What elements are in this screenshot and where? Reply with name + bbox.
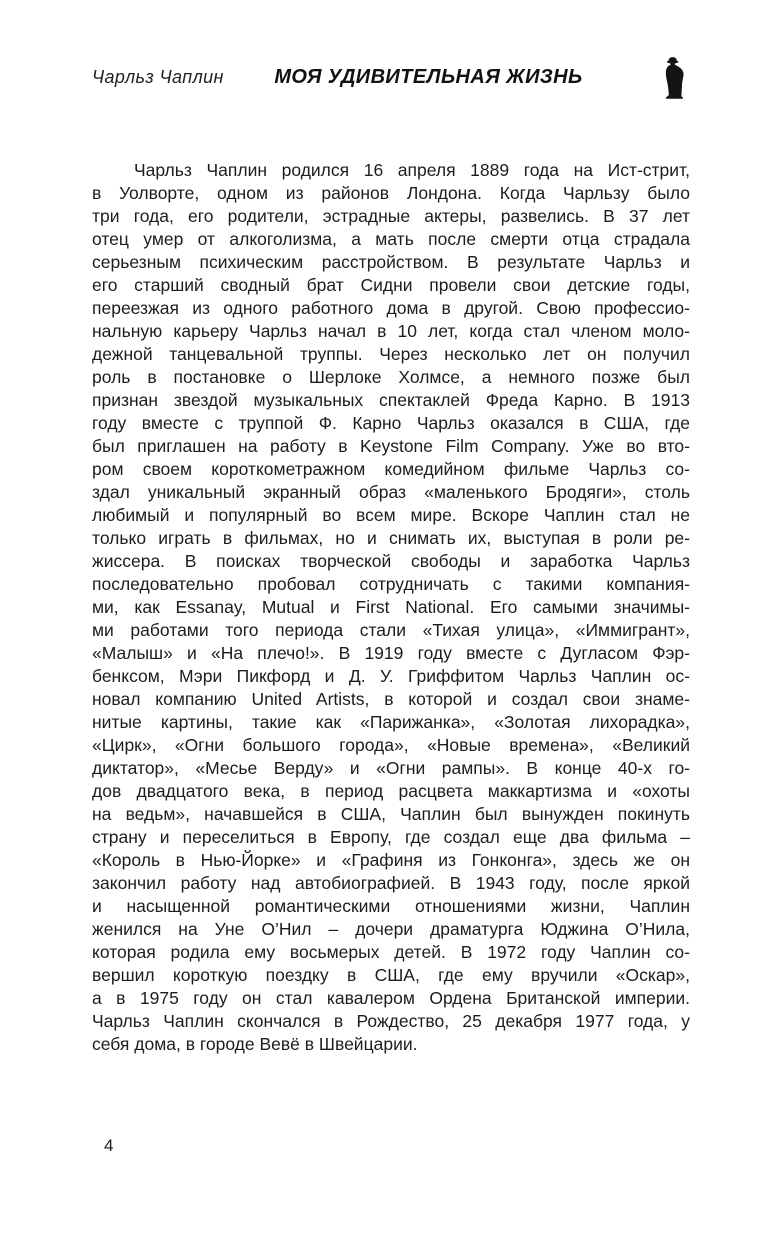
text-line: его старший сводный брат Сидни провели свои детские годы,: [92, 275, 690, 295]
text-line: дежной танцевальной труппы. Через несколько лет он получил: [92, 344, 690, 364]
text-line: три года, его родители, эстрадные актеры, развелись. В 37 лет: [92, 206, 690, 226]
text-line: только играть в фильмах, но и снимать их, выступая в роли ре-: [92, 528, 690, 548]
text-line: «Король в Нью-Йорке» и «Графиня из Гонконга», здесь же он: [92, 850, 690, 870]
text-line: а в 1975 году он стал кавалером Ордена Британской империи.: [92, 988, 690, 1008]
text-line: женился на Уне О’Нил – дочери драматурга Юджина О’Нила,: [92, 919, 690, 939]
text-line: новал компанию United Artists, в которой и создал свои знаме-: [92, 689, 690, 709]
book-title: МОЯ УДИВИТЕЛЬНАЯ ЖИЗНЬ: [274, 65, 583, 88]
text-line: признан звездой музыкальных спектаклей Фреда Карно. В 1913: [92, 390, 690, 410]
text-line: закончил работу над автобиографией. В 1943 году, после яркой: [92, 873, 690, 893]
text-line: страну и переселиться в Европу, где создал еще два фильма –: [92, 827, 690, 847]
text-line: ми, как Essanay, Mutual и First National. Его самыми значимы-: [92, 597, 690, 617]
text-line: «Малыш» и «На плечо!». В 1919 году вместе с Дугласом Фэр-: [92, 643, 690, 663]
text-line: году вместе с труппой Ф. Карно Чарльз оказался в США, где: [92, 413, 690, 433]
text-line: дов двадцатого века, в период расцвета маккартизма и «охоты: [92, 781, 690, 801]
text-line: роль в постановке о Шерлоке Холмсе, а немного позже был: [92, 367, 690, 387]
text-line: на ведьм», начавшейся в США, Чаплин был вынужден покинуть: [92, 804, 690, 824]
text-line: последовательно пробовал сотрудничать с такими компания-: [92, 574, 690, 594]
text-line: нитые картины, такие как «Парижанка», «Золотая лихорадка»,: [92, 712, 690, 732]
text-line: диктатор», «Месье Верду» и «Огни рампы». В конце 40-х го-: [92, 758, 690, 778]
text-line: «Цирк», «Огни большого города», «Новые времена», «Великий: [92, 735, 690, 755]
running-header: [92, 52, 690, 102]
text-line: которая родила ему восьмерых детей. В 1972 году Чаплин со-: [92, 942, 690, 962]
body-text: [92, 159, 690, 1056]
text-line: себя дома, в городе Вевё в Швейцарии.: [92, 1034, 418, 1054]
text-line: серьезным психическим расстройством. В результате Чарльз и: [92, 252, 690, 272]
text-line: Чарльз Чаплин родился 16 апреля 1889 года на Ист-стрит,: [134, 160, 690, 180]
text-line: вершил короткую поездку в США, где ему вручили «Оскар»,: [92, 965, 690, 985]
text-line: Чарльз Чаплин скончался в Рождество, 25 декабря 1977 года, у: [92, 1011, 690, 1031]
text-line: жиссера. В поисках творческой свободы и заработка Чарльз: [92, 551, 690, 571]
text-line: переезжая из одного работного дома в другой. Свою профессио-: [92, 298, 690, 318]
text-line: отец умер от алкоголизма, а мать после смерти отца страдала: [92, 229, 690, 249]
text-line: здал уникальный экранный образ «маленького Бродяги», столь: [92, 482, 690, 502]
text-line: ми работами того периода стали «Тихая улица», «Иммигрант»,: [92, 620, 690, 640]
text-line: любимый и популярный во всем мире. Вскоре Чаплин стал не: [92, 505, 690, 525]
text-line: был приглашен на работу в Keystone Film Company. Уже во вто-: [92, 436, 690, 456]
chaplin-tramp-silhouette-icon: [659, 55, 690, 103]
text-line: ром своем короткометражном комедийном фильме Чарльз со-: [92, 459, 690, 479]
text-line: бенксом, Мэри Пикфорд и Д. У. Гриффитом Чарльз Чаплин ос-: [92, 666, 690, 686]
page-number: 4: [104, 1136, 114, 1155]
text-line: в Уолворте, одном из районов Лондона. Когда Чарльзу было: [92, 183, 690, 203]
text-line: нальную карьеру Чарльз начал в 10 лет, когда стал членом моло-: [92, 321, 690, 341]
text-line: и насыщенной романтическими отношениями жизни, Чаплин: [92, 896, 690, 916]
author-name: Чарльз Чаплин: [92, 66, 224, 87]
